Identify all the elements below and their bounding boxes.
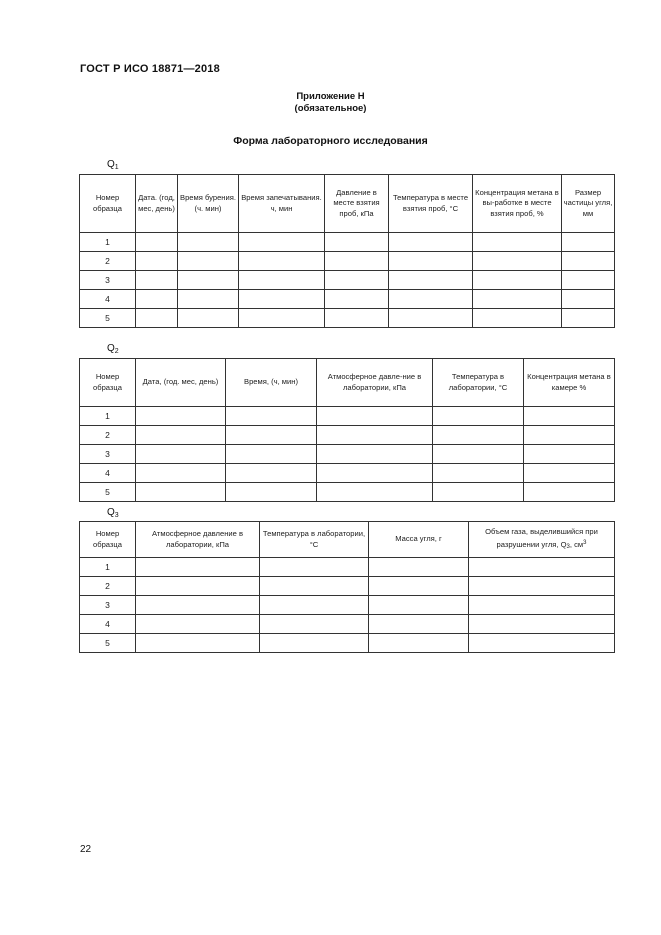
empty-cell[interactable] bbox=[562, 290, 615, 309]
empty-cell[interactable] bbox=[369, 558, 469, 577]
q1-header-cell: Размер частицы угля, мм bbox=[562, 175, 615, 233]
row-number: 2 bbox=[80, 577, 136, 596]
empty-cell[interactable] bbox=[239, 252, 325, 271]
empty-cell[interactable] bbox=[562, 233, 615, 252]
empty-cell[interactable] bbox=[136, 558, 260, 577]
table-row bbox=[80, 596, 615, 615]
q3-label: $Q_3$ bbox=[107, 507, 119, 519]
empty-cell[interactable] bbox=[178, 233, 239, 252]
table-row bbox=[80, 577, 615, 596]
empty-cell[interactable] bbox=[317, 483, 433, 502]
empty-cell[interactable] bbox=[389, 252, 473, 271]
empty-cell[interactable] bbox=[469, 615, 615, 634]
empty-cell[interactable] bbox=[136, 634, 260, 653]
q2-label: $Q_2$ bbox=[107, 343, 119, 355]
q1-label: $Q_1$ bbox=[107, 159, 119, 171]
empty-cell[interactable] bbox=[473, 290, 562, 309]
empty-cell[interactable] bbox=[524, 426, 615, 445]
q3-header-cell: Масса угля, г bbox=[369, 522, 469, 558]
empty-cell[interactable] bbox=[325, 290, 389, 309]
q3-header-row bbox=[80, 522, 615, 558]
row-number: 4 bbox=[80, 464, 136, 483]
empty-cell[interactable] bbox=[369, 577, 469, 596]
table-row bbox=[80, 615, 615, 634]
empty-cell[interactable] bbox=[317, 445, 433, 464]
table-row bbox=[80, 464, 615, 483]
q1-table bbox=[79, 174, 615, 328]
q3-header-cell: Номер образца bbox=[80, 522, 136, 558]
empty-cell[interactable] bbox=[317, 426, 433, 445]
q2-header-row bbox=[80, 359, 615, 407]
empty-cell[interactable] bbox=[325, 271, 389, 290]
table-row bbox=[80, 309, 615, 328]
table-row bbox=[80, 233, 615, 252]
q1-header-cell: Номер образца bbox=[80, 175, 136, 233]
empty-cell[interactable] bbox=[226, 464, 317, 483]
table-row bbox=[80, 252, 615, 271]
empty-cell[interactable] bbox=[226, 407, 317, 426]
appendix-status: (обязательное) bbox=[294, 103, 367, 114]
empty-cell[interactable] bbox=[226, 426, 317, 445]
empty-cell[interactable] bbox=[433, 483, 524, 502]
empty-cell[interactable] bbox=[369, 634, 469, 653]
empty-cell[interactable] bbox=[433, 445, 524, 464]
table-row bbox=[80, 558, 615, 577]
empty-cell[interactable] bbox=[389, 271, 473, 290]
empty-cell[interactable] bbox=[473, 233, 562, 252]
q3-header-cell: Атмосферное давление в лаборатории, кПа bbox=[136, 522, 260, 558]
q1-header-cell: Температура в месте взятия проб, °С bbox=[389, 175, 473, 233]
empty-cell[interactable] bbox=[136, 271, 178, 290]
q1-header-cell: Время бурения. (ч. мин) bbox=[178, 175, 239, 233]
appendix-heading bbox=[0, 91, 661, 115]
empty-cell[interactable] bbox=[325, 233, 389, 252]
row-number: 3 bbox=[80, 271, 136, 290]
q3-header-cell: Объем газа, выделившийся при разрушении угля, $Q_3$, $см^3$ bbox=[469, 522, 615, 558]
row-number: 2 bbox=[80, 252, 136, 271]
empty-cell[interactable] bbox=[469, 634, 615, 653]
empty-cell[interactable] bbox=[389, 233, 473, 252]
empty-cell[interactable] bbox=[325, 309, 389, 328]
q2-header-cell: Время, (ч, мин) bbox=[226, 359, 317, 407]
empty-cell[interactable] bbox=[136, 483, 226, 502]
row-number: 4 bbox=[80, 290, 136, 309]
q2-header-cell: Номер образца bbox=[80, 359, 136, 407]
q1-header-row bbox=[80, 175, 615, 233]
empty-cell[interactable] bbox=[469, 577, 615, 596]
empty-cell[interactable] bbox=[562, 252, 615, 271]
table-row bbox=[80, 483, 615, 502]
empty-cell[interactable] bbox=[473, 309, 562, 328]
q2-header-cell: Температура в лаборатории, °С bbox=[433, 359, 524, 407]
empty-cell[interactable] bbox=[469, 596, 615, 615]
row-number: 5 bbox=[80, 309, 136, 328]
empty-cell[interactable] bbox=[260, 596, 369, 615]
empty-cell[interactable] bbox=[239, 309, 325, 328]
q3-header-cell: Температура в лаборатории, °С bbox=[260, 522, 369, 558]
empty-cell[interactable] bbox=[524, 464, 615, 483]
empty-cell[interactable] bbox=[136, 252, 178, 271]
q2-header-cell: Дата, (год. мес, день) bbox=[136, 359, 226, 407]
page-number: 22 bbox=[80, 844, 92, 855]
empty-cell[interactable] bbox=[317, 407, 433, 426]
empty-cell[interactable] bbox=[136, 426, 226, 445]
empty-cell[interactable] bbox=[524, 445, 615, 464]
empty-cell[interactable] bbox=[562, 271, 615, 290]
empty-cell[interactable] bbox=[226, 483, 317, 502]
q1-header-cell: Концентрация метана в вы-работке в месте взятия проб, % bbox=[473, 175, 562, 233]
empty-cell[interactable] bbox=[260, 634, 369, 653]
row-number: 3 bbox=[80, 445, 136, 464]
table-row bbox=[80, 634, 615, 653]
empty-cell[interactable] bbox=[178, 252, 239, 271]
row-number: 1 bbox=[80, 233, 136, 252]
empty-cell[interactable] bbox=[136, 233, 178, 252]
empty-cell[interactable] bbox=[433, 464, 524, 483]
row-number: 3 bbox=[80, 596, 136, 615]
empty-cell[interactable] bbox=[239, 271, 325, 290]
empty-cell[interactable] bbox=[178, 290, 239, 309]
q1-header-cell: Время запечатывания. ч, мин bbox=[239, 175, 325, 233]
row-number: 1 bbox=[80, 407, 136, 426]
row-number: 5 bbox=[80, 483, 136, 502]
table-row bbox=[80, 445, 615, 464]
empty-cell[interactable] bbox=[239, 290, 325, 309]
empty-cell[interactable] bbox=[469, 558, 615, 577]
empty-cell[interactable] bbox=[562, 309, 615, 328]
empty-cell[interactable] bbox=[389, 290, 473, 309]
empty-cell[interactable] bbox=[136, 407, 226, 426]
row-number: 1 bbox=[80, 558, 136, 577]
empty-cell[interactable] bbox=[136, 615, 260, 634]
table-row bbox=[80, 407, 615, 426]
standard-designation: ГОСТ Р ИСО 18871—2018 bbox=[80, 63, 220, 75]
appendix-title: Приложение Н bbox=[296, 91, 365, 102]
empty-cell[interactable] bbox=[136, 290, 178, 309]
empty-cell[interactable] bbox=[433, 426, 524, 445]
empty-cell[interactable] bbox=[136, 577, 260, 596]
empty-cell[interactable] bbox=[473, 252, 562, 271]
empty-cell[interactable] bbox=[260, 615, 369, 634]
empty-cell[interactable] bbox=[524, 407, 615, 426]
empty-cell[interactable] bbox=[136, 309, 178, 328]
q1-header-cell: Давление в месте взятия проб, кПа bbox=[325, 175, 389, 233]
q3-table bbox=[79, 521, 615, 653]
row-number: 5 bbox=[80, 634, 136, 653]
empty-cell[interactable] bbox=[473, 271, 562, 290]
empty-cell[interactable] bbox=[389, 309, 473, 328]
row-number: 2 bbox=[80, 426, 136, 445]
q1-header-cell: Дата. (год, мес, день) bbox=[136, 175, 178, 233]
q2-table bbox=[79, 358, 615, 502]
empty-cell[interactable] bbox=[260, 577, 369, 596]
table-row bbox=[80, 290, 615, 309]
empty-cell[interactable] bbox=[239, 233, 325, 252]
empty-cell[interactable] bbox=[260, 558, 369, 577]
table-row bbox=[80, 426, 615, 445]
empty-cell[interactable] bbox=[178, 271, 239, 290]
q2-header-cell: Атмосферное давле-ние в лаборатории, кПа bbox=[317, 359, 433, 407]
table-row bbox=[80, 271, 615, 290]
empty-cell[interactable] bbox=[369, 615, 469, 634]
empty-cell[interactable] bbox=[136, 596, 260, 615]
empty-cell[interactable] bbox=[524, 483, 615, 502]
empty-cell[interactable] bbox=[136, 445, 226, 464]
q2-header-cell: Концентрация метана в камере % bbox=[524, 359, 615, 407]
empty-cell[interactable] bbox=[325, 252, 389, 271]
empty-cell[interactable] bbox=[136, 464, 226, 483]
empty-cell[interactable] bbox=[433, 407, 524, 426]
empty-cell[interactable] bbox=[226, 445, 317, 464]
empty-cell[interactable] bbox=[178, 309, 239, 328]
empty-cell[interactable] bbox=[369, 596, 469, 615]
row-number: 4 bbox=[80, 615, 136, 634]
form-title: Форма лабораторного исследования bbox=[233, 135, 428, 147]
empty-cell[interactable] bbox=[317, 464, 433, 483]
